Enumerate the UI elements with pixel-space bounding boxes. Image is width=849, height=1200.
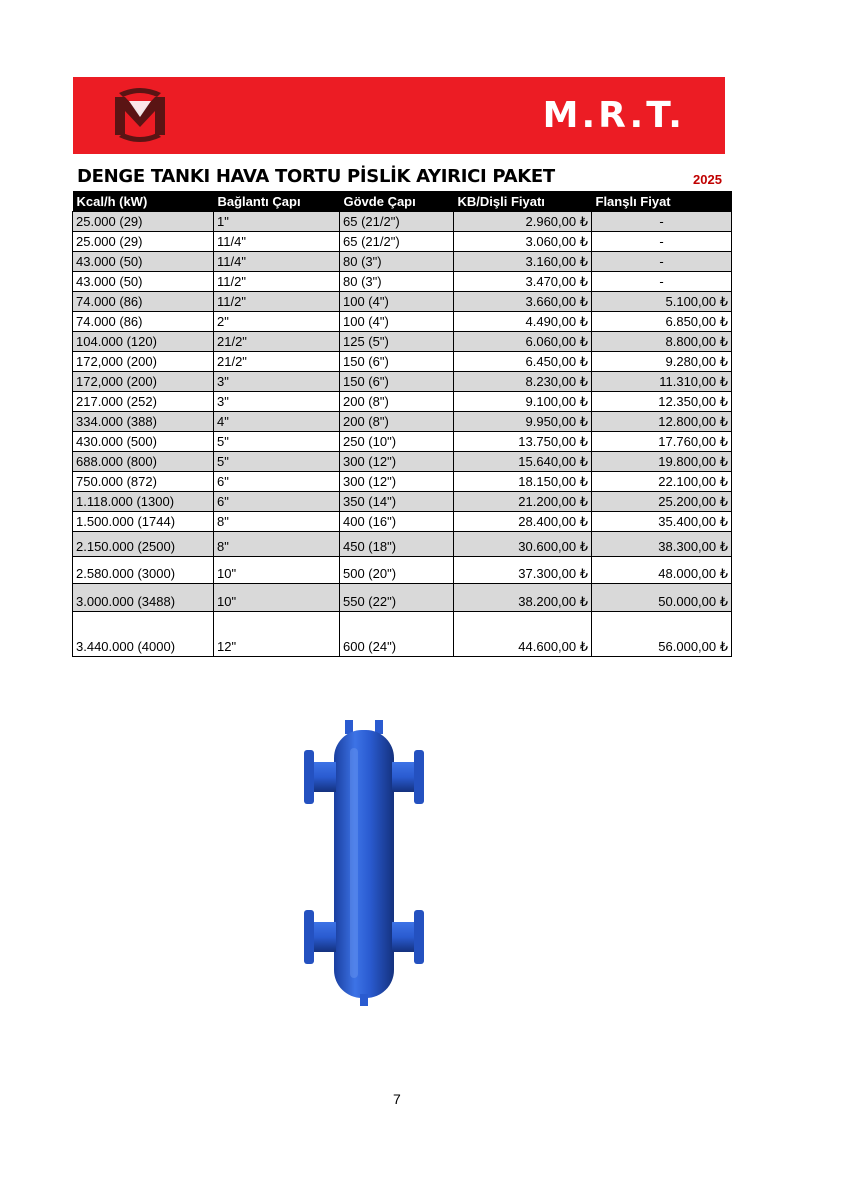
brand-name: M.R.T. bbox=[542, 95, 685, 136]
table-row bbox=[73, 332, 732, 352]
cell: 35.400,00 ₺ bbox=[592, 512, 732, 532]
cell: 3" bbox=[214, 392, 340, 412]
cell: 9.100,00 ₺ bbox=[454, 392, 592, 412]
table-row bbox=[73, 432, 732, 452]
cell: 2.960,00 ₺ bbox=[454, 212, 592, 232]
cell: 74.000 (86) bbox=[73, 312, 214, 332]
cell: 6" bbox=[214, 492, 340, 512]
cell: 688.000 (800) bbox=[73, 452, 214, 472]
cell: 104.000 (120) bbox=[73, 332, 214, 352]
col-header-capacity: Kcal/h (kW) bbox=[73, 191, 214, 212]
cell: - bbox=[592, 212, 732, 232]
col-header-body: Gövde Çapı bbox=[340, 191, 454, 212]
cell: 18.150,00 ₺ bbox=[454, 472, 592, 492]
cell: 44.600,00 ₺ bbox=[454, 612, 592, 657]
cell: 11.310,00 ₺ bbox=[592, 372, 732, 392]
table-row bbox=[73, 292, 732, 312]
cell: 22.100,00 ₺ bbox=[592, 472, 732, 492]
cell: 38.200,00 ₺ bbox=[454, 584, 592, 612]
cell: 15.640,00 ₺ bbox=[454, 452, 592, 472]
cell: 2" bbox=[214, 312, 340, 332]
table-row bbox=[73, 452, 732, 472]
cell: 6" bbox=[214, 472, 340, 492]
table-row bbox=[73, 312, 732, 332]
cell: 334.000 (388) bbox=[73, 412, 214, 432]
cell: 12" bbox=[214, 612, 340, 657]
table-header-row bbox=[73, 191, 732, 212]
cell: 125 (5") bbox=[340, 332, 454, 352]
cell: 750.000 (872) bbox=[73, 472, 214, 492]
table-row bbox=[73, 492, 732, 512]
cell: 74.000 (86) bbox=[73, 292, 214, 312]
cell: 25.200,00 ₺ bbox=[592, 492, 732, 512]
table-row bbox=[73, 392, 732, 412]
cell: 11/4" bbox=[214, 252, 340, 272]
table-row bbox=[73, 232, 732, 252]
cell: - bbox=[592, 232, 732, 252]
table-row bbox=[73, 412, 732, 432]
cell: 8" bbox=[214, 512, 340, 532]
cell: 8.800,00 ₺ bbox=[592, 332, 732, 352]
cell: 8.230,00 ₺ bbox=[454, 372, 592, 392]
cell: 1.500.000 (1744) bbox=[73, 512, 214, 532]
cell: 200 (8") bbox=[340, 412, 454, 432]
cell: 21/2" bbox=[214, 332, 340, 352]
cell: 217.000 (252) bbox=[73, 392, 214, 412]
cell: 21/2" bbox=[214, 352, 340, 372]
table-row bbox=[73, 512, 732, 532]
cell: 100 (4") bbox=[340, 312, 454, 332]
cell: 12.350,00 ₺ bbox=[592, 392, 732, 412]
col-header-threaded-price: KB/Dişli Fiyatı bbox=[454, 191, 592, 212]
cell: 21.200,00 ₺ bbox=[454, 492, 592, 512]
mv-logo-icon bbox=[111, 87, 169, 143]
cell: - bbox=[592, 272, 732, 292]
cell: 250 (10") bbox=[340, 432, 454, 452]
cell: 6.060,00 ₺ bbox=[454, 332, 592, 352]
cell: 28.400,00 ₺ bbox=[454, 512, 592, 532]
table-row bbox=[73, 557, 732, 584]
cell: 38.300,00 ₺ bbox=[592, 532, 732, 557]
table-row bbox=[73, 272, 732, 292]
cell: 10" bbox=[214, 584, 340, 612]
cell: 430.000 (500) bbox=[73, 432, 214, 452]
table-row bbox=[73, 532, 732, 557]
year-label: 2025 bbox=[693, 172, 722, 187]
cell: 10" bbox=[214, 557, 340, 584]
cell: 3.440.000 (4000) bbox=[73, 612, 214, 657]
cell: 150 (6") bbox=[340, 352, 454, 372]
cell: 11/2" bbox=[214, 292, 340, 312]
cell: 300 (12") bbox=[340, 472, 454, 492]
table-row bbox=[73, 352, 732, 372]
cell: 150 (6") bbox=[340, 372, 454, 392]
cell: 450 (18") bbox=[340, 532, 454, 557]
cell: 12.800,00 ₺ bbox=[592, 412, 732, 432]
cell: 3.470,00 ₺ bbox=[454, 272, 592, 292]
cell: 65 (21/2") bbox=[340, 232, 454, 252]
cell: 5.100,00 ₺ bbox=[592, 292, 732, 312]
hydraulic-separator-image bbox=[296, 718, 430, 1008]
cell: 65 (21/2") bbox=[340, 212, 454, 232]
cell: 200 (8") bbox=[340, 392, 454, 412]
cell: 300 (12") bbox=[340, 452, 454, 472]
cell: 550 (22") bbox=[340, 584, 454, 612]
cell: 9.280,00 ₺ bbox=[592, 352, 732, 372]
cell: 3.160,00 ₺ bbox=[454, 252, 592, 272]
cell: 17.760,00 ₺ bbox=[592, 432, 732, 452]
table-row bbox=[73, 212, 732, 232]
cell: 30.600,00 ₺ bbox=[454, 532, 592, 557]
cell: 6.450,00 ₺ bbox=[454, 352, 592, 372]
cell: 56.000,00 ₺ bbox=[592, 612, 732, 657]
cell: 5" bbox=[214, 432, 340, 452]
cell: 9.950,00 ₺ bbox=[454, 412, 592, 432]
cell: 4" bbox=[214, 412, 340, 432]
cell: 400 (16") bbox=[340, 512, 454, 532]
cell: 600 (24") bbox=[340, 612, 454, 657]
page-number: 7 bbox=[393, 1091, 401, 1107]
cell: 50.000,00 ₺ bbox=[592, 584, 732, 612]
cell: 11/4" bbox=[214, 232, 340, 252]
cell: 4.490,00 ₺ bbox=[454, 312, 592, 332]
table-row bbox=[73, 252, 732, 272]
cell: 5" bbox=[214, 452, 340, 472]
cell: 3.060,00 ₺ bbox=[454, 232, 592, 252]
cell: 2.150.000 (2500) bbox=[73, 532, 214, 557]
cell: 25.000 (29) bbox=[73, 232, 214, 252]
cell: 500 (20") bbox=[340, 557, 454, 584]
cell: 13.750,00 ₺ bbox=[454, 432, 592, 452]
cell: 3.660,00 ₺ bbox=[454, 292, 592, 312]
cell: - bbox=[592, 252, 732, 272]
cell: 1.118.000 (1300) bbox=[73, 492, 214, 512]
cell: 2.580.000 (3000) bbox=[73, 557, 214, 584]
cell: 37.300,00 ₺ bbox=[454, 557, 592, 584]
header-banner bbox=[73, 77, 725, 154]
cell: 1" bbox=[214, 212, 340, 232]
cell: 43.000 (50) bbox=[73, 272, 214, 292]
cell: 3.000.000 (3488) bbox=[73, 584, 214, 612]
table-row bbox=[73, 472, 732, 492]
cell: 80 (3") bbox=[340, 272, 454, 292]
col-header-connection: Bağlantı Çapı bbox=[214, 191, 340, 212]
cell: 3" bbox=[214, 372, 340, 392]
table-row bbox=[73, 372, 732, 392]
price-table bbox=[72, 191, 732, 657]
cell: 8" bbox=[214, 532, 340, 557]
table-row bbox=[73, 584, 732, 612]
cell: 11/2" bbox=[214, 272, 340, 292]
page-title: DENGE TANKI HAVA TORTU PİSLİK AYIRICI PAKET bbox=[77, 166, 555, 187]
col-header-flanged-price: Flanşlı Fiyat bbox=[592, 191, 732, 212]
table-row bbox=[73, 612, 732, 657]
cell: 25.000 (29) bbox=[73, 212, 214, 232]
cell: 172,000 (200) bbox=[73, 372, 214, 392]
cell: 6.850,00 ₺ bbox=[592, 312, 732, 332]
cell: 172,000 (200) bbox=[73, 352, 214, 372]
cell: 100 (4") bbox=[340, 292, 454, 312]
cell: 19.800,00 ₺ bbox=[592, 452, 732, 472]
cell: 48.000,00 ₺ bbox=[592, 557, 732, 584]
cell: 350 (14") bbox=[340, 492, 454, 512]
cell: 80 (3") bbox=[340, 252, 454, 272]
cell: 43.000 (50) bbox=[73, 252, 214, 272]
